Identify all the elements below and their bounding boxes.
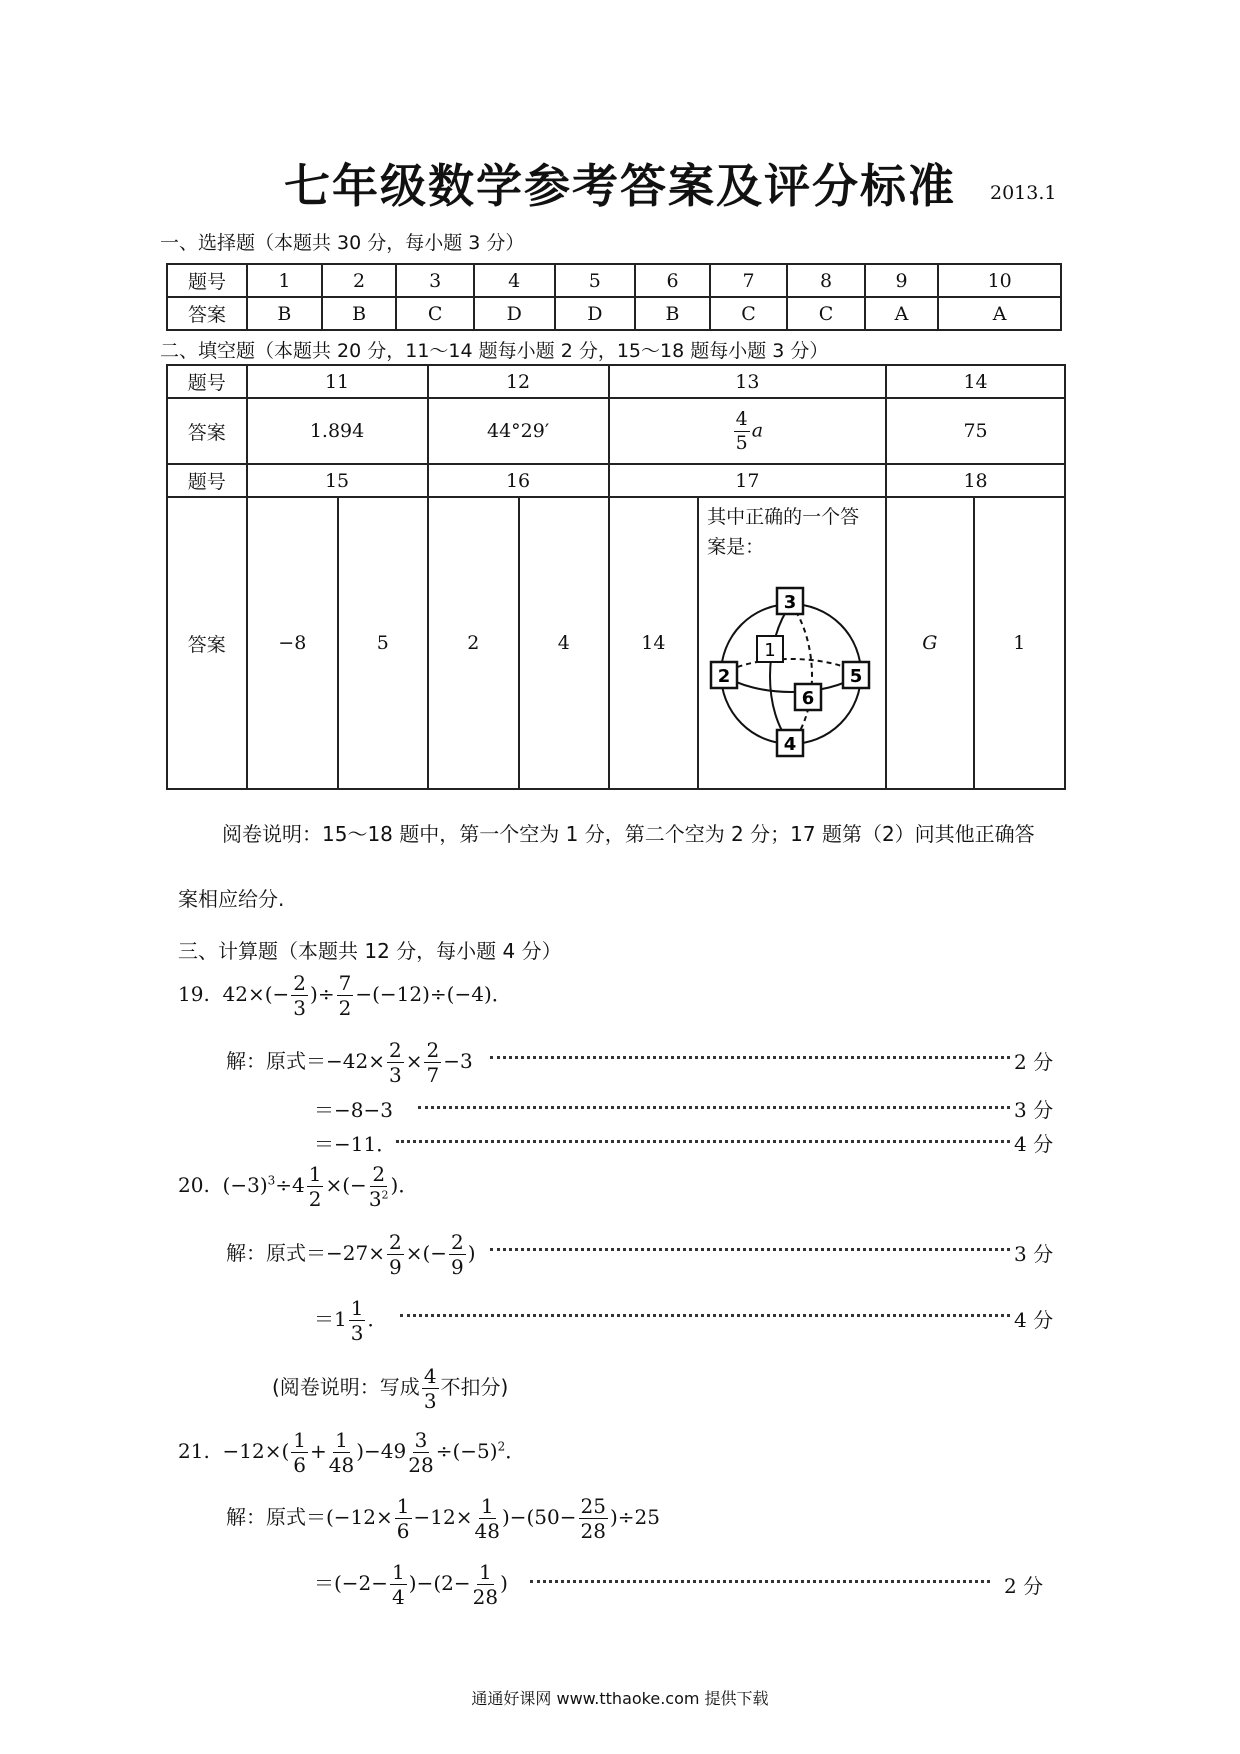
q20-statement: 20. $(-3)^3\div 4$ $\frac{1}{2}$ ×(− $\frac{2}{3^2}$ )． bbox=[178, 1162, 419, 1211]
section3-heading: 三、计算题（本题共 12 分，每小题 4 分） bbox=[178, 939, 562, 963]
cell: 1 bbox=[247, 264, 322, 297]
section1-heading: 一、选择题（本题共 30 分，每小题 3 分） bbox=[160, 232, 525, 254]
cell: 4 bbox=[474, 264, 555, 297]
cell: 9 bbox=[865, 264, 939, 297]
cell: 2 bbox=[428, 497, 520, 789]
leader-dots bbox=[490, 1248, 1010, 1251]
box-1 bbox=[757, 636, 783, 662]
cell: 10 bbox=[938, 264, 1061, 297]
choice-answer-table bbox=[166, 263, 1062, 331]
cell: 1 bbox=[974, 497, 1065, 789]
cell: A bbox=[938, 297, 1061, 330]
footer: 通通好课网 www.tthaoke.com 提供下载 bbox=[471, 1689, 769, 1708]
svg-text:5: 5 bbox=[849, 666, 863, 687]
svg-text:3: 3 bbox=[783, 592, 797, 613]
svg-text:2: 2 bbox=[717, 666, 731, 687]
q21-step2: ＝(−2− $\frac{1}{4}$ )−(2− $\frac{1}{28}$ ) bbox=[314, 1560, 508, 1609]
cell: 8 bbox=[787, 264, 864, 297]
cell: −8 bbox=[247, 497, 339, 789]
cell: 13 bbox=[609, 365, 887, 398]
q20-step2: ＝1 $\frac{1}{3}$ ． bbox=[314, 1296, 388, 1345]
q19-step2: ＝−8−3 bbox=[314, 1098, 393, 1122]
cell: 1.894 bbox=[247, 398, 428, 464]
cell: 14 bbox=[886, 365, 1065, 398]
cell: A bbox=[865, 297, 939, 330]
table-row bbox=[167, 497, 1065, 789]
cell: 6 bbox=[635, 264, 710, 297]
row-label: 题号 bbox=[167, 365, 247, 398]
cell: C bbox=[396, 297, 473, 330]
cell: G bbox=[886, 497, 973, 789]
leader-dots bbox=[530, 1580, 990, 1583]
cell: C bbox=[710, 297, 787, 330]
leader-dots bbox=[418, 1106, 1010, 1109]
row-label: 题号 bbox=[167, 264, 247, 297]
section2-heading: 二、填空题（本题共 20 分，11～14 题每小题 2 分，15～18 题每小题 3 分） bbox=[160, 340, 829, 362]
svg-text:1: 1 bbox=[764, 640, 776, 661]
grading-note-line2: 案相应给分. bbox=[178, 887, 285, 911]
row-label: 题号 bbox=[167, 464, 247, 497]
cell: 11 bbox=[247, 365, 428, 398]
cell: 75 bbox=[886, 398, 1065, 464]
box-3 bbox=[777, 588, 803, 614]
score-label: 3 分 bbox=[1014, 1242, 1054, 1266]
table-row bbox=[167, 264, 1061, 297]
q21-step1: 解：原式＝(−12× $\frac{1}{6}$ −12× $\frac{1}{48}$ )−(50− $\frac{25}{28}$ )÷25 bbox=[226, 1494, 660, 1543]
q19-step3: ＝−11． bbox=[314, 1132, 397, 1156]
cell: C bbox=[787, 297, 864, 330]
cell-figure bbox=[698, 497, 886, 789]
cell-fraction bbox=[609, 398, 887, 464]
leader-dots bbox=[490, 1056, 1010, 1059]
leader-dots bbox=[400, 1314, 1010, 1317]
date-label: 2013.1 bbox=[990, 182, 1057, 204]
q20-note: (阅卷说明：写成 $\frac{4}{3}$ 不扣分) bbox=[272, 1364, 509, 1413]
fraction: $\frac{4}{5}$ bbox=[735, 407, 748, 454]
cell: B bbox=[247, 297, 322, 330]
score-label: 4 分 bbox=[1014, 1132, 1054, 1156]
box-4 bbox=[777, 730, 803, 756]
cell: 16 bbox=[428, 464, 609, 497]
cell: D bbox=[474, 297, 555, 330]
cell: D bbox=[555, 297, 636, 330]
row-label: 答案 bbox=[167, 398, 247, 464]
cell: 12 bbox=[428, 365, 609, 398]
row-label: 答案 bbox=[167, 497, 247, 789]
figure-caption: 其中正确的一个答案是： bbox=[707, 506, 860, 558]
cell: 7 bbox=[710, 264, 787, 297]
box-6 bbox=[795, 684, 821, 710]
cell: B bbox=[322, 297, 397, 330]
cell: 18 bbox=[886, 464, 1065, 497]
fill-answer-table bbox=[166, 364, 1066, 790]
svg-text:4: 4 bbox=[783, 734, 797, 755]
score-label: 3 分 bbox=[1014, 1098, 1054, 1122]
q19-step1: 解：原式＝−42× $\frac{2}{3}$ × $\frac{2}{7}$ −3 bbox=[226, 1038, 473, 1087]
leader-dots bbox=[396, 1140, 1010, 1143]
score-label: 2 分 bbox=[1014, 1050, 1054, 1074]
table-row bbox=[167, 464, 1065, 497]
cell: 44°29′ bbox=[428, 398, 609, 464]
q19-statement: 19. 42×(− $\frac{2}{3}$ )÷ $\frac{7}{2}$ −(−12)÷(−4)． bbox=[178, 971, 512, 1020]
q20-step1: 解：原式＝−27× $\frac{2}{9}$ ×(− $\frac{2}{9}$ ) bbox=[226, 1230, 476, 1279]
variable: a bbox=[751, 419, 764, 441]
table-row bbox=[167, 365, 1065, 398]
box-2 bbox=[711, 662, 737, 688]
grading-note-line1: 阅卷说明：15～18 题中，第一个空为 1 分，第二个空为 2 分；17 题第（2）问其他正确答 bbox=[222, 822, 1035, 846]
score-label: 4 分 bbox=[1014, 1308, 1054, 1332]
page-title: 七年级数学参考答案及评分标准 bbox=[284, 159, 956, 213]
score-label: 2 分 bbox=[1004, 1574, 1044, 1598]
globe-figure bbox=[707, 562, 877, 762]
table-row bbox=[167, 398, 1065, 464]
cell: 15 bbox=[247, 464, 428, 497]
cell: 17 bbox=[609, 464, 887, 497]
cell: B bbox=[635, 297, 710, 330]
cell: 2 bbox=[322, 264, 397, 297]
cell: 5 bbox=[338, 497, 427, 789]
box-5 bbox=[843, 662, 869, 688]
cell: 14 bbox=[609, 497, 699, 789]
row-label: 答案 bbox=[167, 297, 247, 330]
cell: 3 bbox=[396, 264, 473, 297]
svg-text:6: 6 bbox=[801, 688, 815, 709]
q21-statement: 21. −12×( $\frac{1}{6}$ + $\frac{1}{48}$ )−49 $\frac{3}{28}$ $\div(-5)^2$． bbox=[178, 1428, 526, 1477]
table-row bbox=[167, 297, 1061, 330]
cell: 5 bbox=[555, 264, 636, 297]
cell: 4 bbox=[519, 497, 609, 789]
